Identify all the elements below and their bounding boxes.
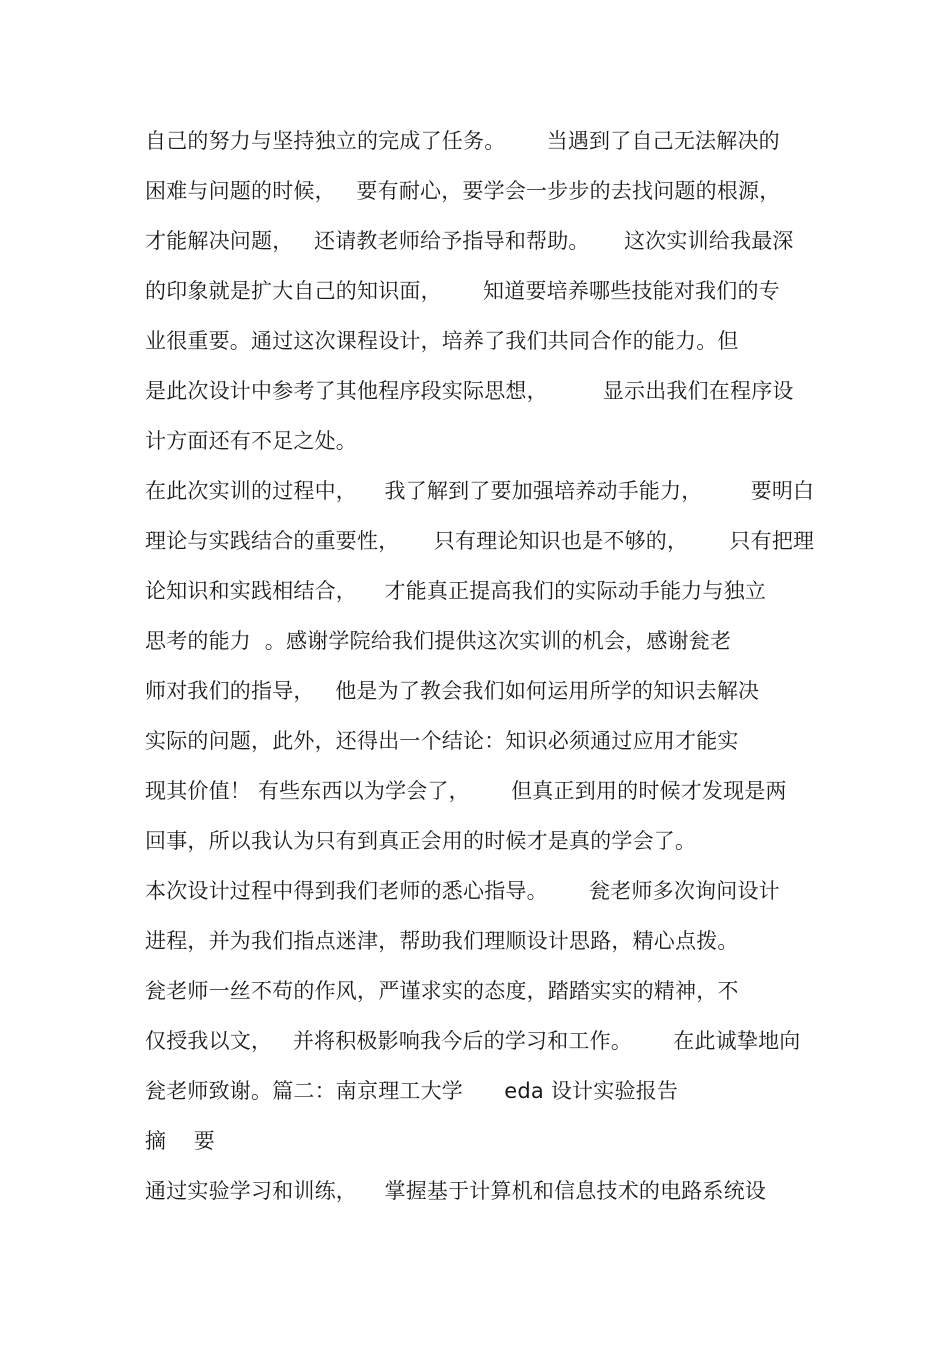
text-line: 计方面还有不足之处。 xyxy=(145,429,357,453)
text-line: 瓮老师一丝不苟的作风，严谨求实的态度，踏踏实实的精神，不 xyxy=(145,979,739,1003)
text-line: 师对我们的指导， 他是为了教会我们如何运用所学的知识去解决 xyxy=(145,679,760,703)
text-line: 困难与问题的时候， 要有耐心，要学会一步步的去找问题的根源， xyxy=(145,179,781,203)
text-line: 实际的问题，此外，还得出一个结论：知识必须通过应用才能实 xyxy=(145,729,739,753)
text-line: 的印象就是扩大自己的知识面， 知道要培养哪些技能对我们的专 xyxy=(145,279,780,303)
text-line: 仅授我以文， 并将积极影响我今后的学习和工作。 在此诚挚地向 xyxy=(145,1029,801,1053)
text-line: 现其价值！ 有些东西以为学会了， 但真正到用的时候才发现是两 xyxy=(145,779,787,803)
text-line: 回事，所以我认为只有到真正会用的时候才是真的学会了。 xyxy=(145,829,697,853)
text-line: 是此次设计中参考了其他程序段实际思想， 显示出我们在程序设 xyxy=(145,379,794,403)
text-line: 进程，并为我们指点迷津，帮助我们理顺设计思路，精心点拨。 xyxy=(145,929,739,953)
text-line: 理论与实践结合的重要性， 只有理论知识也是不够的， 只有把理 xyxy=(145,529,815,553)
text-line: 才能解决问题， 还请教老师给予指导和帮助。 这次实训给我最深 xyxy=(145,229,794,253)
text-line: 论知识和实践相结合， 才能真正提高我们的实际动手能力与独立 xyxy=(145,579,767,603)
text-line: 通过实验学习和训练， 掌握基于计算机和信息技术的电路系统设 xyxy=(145,1179,767,1203)
text-line: 业很重要。通过这次课程设计，培养了我们共同合作的能力。但 xyxy=(145,329,739,353)
text-line: 自己的努力与坚持独立的完成了任务。 当遇到了自己无法解决的 xyxy=(145,129,780,153)
text-line: 瓮老师致谢。篇二：南京理工大学 eda 设计实验报告 xyxy=(145,1079,679,1103)
text-line: 本次设计过程中得到我们老师的悉心指导。 瓮老师多次询问设计 xyxy=(145,879,780,903)
section-heading: 摘 要 xyxy=(145,1129,215,1153)
text-line: 思考的能力 。感谢学院给我们提供这次实训的机会，感谢瓮老 xyxy=(145,629,732,653)
text-line: 在此次实训的过程中， 我了解到了要加强培养动手能力， 要明白 xyxy=(145,479,815,503)
